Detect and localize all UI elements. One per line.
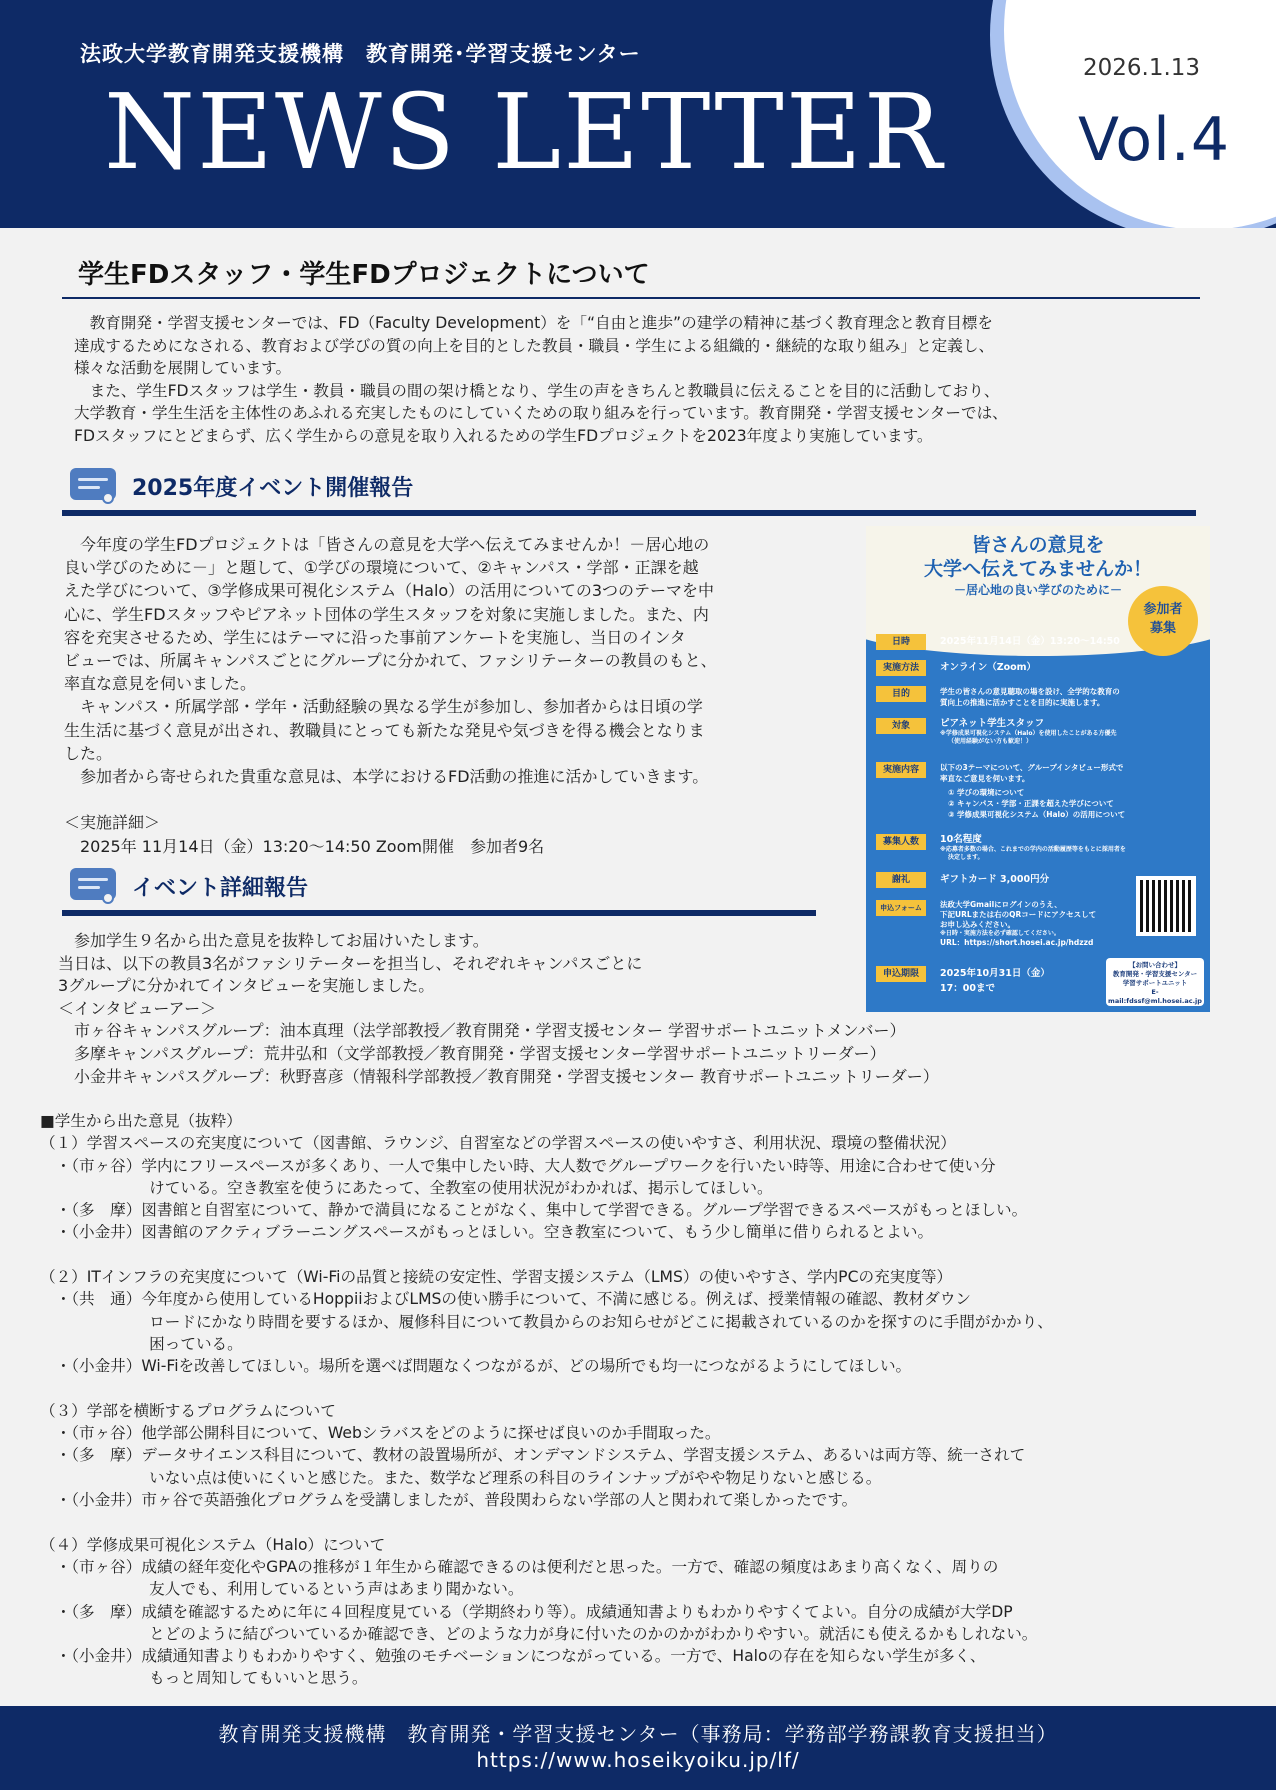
- footer-organization: 教育開発支援機構 教育開発・学習支援センター（事務局：学務部学務課教育支援担当）: [218, 1722, 1058, 1746]
- opinions-heading: ■学生から出た意見（抜粋）: [40, 1112, 242, 1130]
- poster-title-line1: 皆さんの意見を: [971, 534, 1105, 556]
- event-report-title: 2025年度イベント開催報告: [132, 475, 414, 501]
- detail-report-heading: [70, 866, 308, 906]
- intro-paragraph: 教育開発・学習支援センターでは、FD（Faculty Development）を「“自由と進歩”の建学の精神に基づく教育理念と教育目標を 達成するためになされる、教育および学びの質の向上を目的とした教員・職員・学生による組織的・継続的な取り組み」と定義し、 様々な活動を展開しています。 また、学生FDスタッフは学生・教員・職員の間の架け橋となり、学生の声をきちんと教職員に伝えることを目的に活動しており、 大学教育・学生生活を主体性のあふれる充実したものにしていくための取り組みを行っています。教育開発・学習支援センターでは、 FDスタッフにとどまらず、広く学生からの意見を取り入れるための学生FDプロジェクトを2023年度より実施しています。: [74, 314, 1008, 445]
- header-banner: [0, 0, 1276, 228]
- issue-date: 2026.1.13: [1083, 55, 1201, 81]
- footer-url-link[interactable]: https://www.hoseikyoiku.jp/lf/: [476, 1748, 800, 1772]
- detail-report-rule: [62, 910, 816, 916]
- event-report-rule: [62, 510, 1196, 516]
- footer: [0, 1706, 1276, 1790]
- opinions-section: ■学生から出た意見（抜粋） （１）学習スペースの充実度について（図書館、ラウンジ、自習室などの学習スペースの使いやすさ、利用状況、環境の整備状況） ・（市ヶ谷）学内にフリースペースが多くあり、一人で集中したい時、大人数でグループワークを行いたい時等、用途に合わせて使い分 けている。空き教室を使うにあたって、全教室の使用状況がわかれば、掲示してほしい。 ・（多 摩）図書館と自習室について、静かで満員になることがなく、集中して学習できる。グループ学習できるスペースがもっとほしい。 ・（小金井）図書館のアクティブラーニングスペースがもっとほしい。空き教室について、もう少し簡単に借りられるとよい。 （２）ITインフラの充実度について（Wi-Fiの品質と接続の安定性、学習支援システム（LMS）の使いやすさ、学内PCの充実度等） ・（共 通）今年度から使用しているHoppiiおよびLMSの使い勝手について、不満に感じる。例えば、授業情報の確認、教材ダウン ロードにかなり時間を要するほか、履修科目について教員からのお知らせがどこに掲載されているのかを探すのに手間がかかり、 困っている。 ・（小金井）Wi-Fiを改善してほしい。場所を選べば問題なくつながるが、どの場所でも均一につながるようにしてほしい。 （３）学部を横断するプログラムについて ・（市ヶ谷）他学部公開科目について、Webシラバスをどのように探せば良いのか手間取った。 ・（多 摩）データサイエンス科目について、教材の設置場所が、オンデマンドシステム、学習支援システム、あるいは両方等、統一されて いない点は使いにくいと感じた。また、数学など理系の科目のラインナップがやや物足りないと感じる。 ・（小金井）市ヶ谷で英語強化プログラムを受講しましたが、普段関わらない学部の人と関われて楽しかったです。 （４）学修成果可視化システム（Halo）について ・（市ヶ谷）成績の経年変化やGPAの推移が１年生から確認できるのは便利だと思った。一方で、確認の頻度はあまり高くなく、周りの 友人でも、利用しているという声はあまり聞かない。 ・（多 摩）成績を確認するために年に４回程度見ている（学期終わり等）。成績通知書よりもわかりやすくてよい。自分の成績が大学DP とどのように結びついているか確認でき、どのような力が身に付いたのかのかがわかりやすい。就活にも使えるかもしれない。 ・（小金井）成績通知書よりもわかりやすく、勉強のモチベーションにつながっている。一方で、Haloの存在を知らない学生が多く、 もっと周知してもいいと思う。: [40, 1112, 1053, 1688]
- section-title-rule: [62, 297, 1200, 299]
- poster-subtitle: －居心地の良い学びのために－: [953, 583, 1122, 597]
- event-report-heading: [70, 466, 413, 506]
- qr-code[interactable]: [1136, 876, 1196, 936]
- event-poster: 皆さんの意見を 大学へ伝えてみませんか！ －居心地の良い学びのために－ 参加者 募集 日時 2025年11月14日（金）13:20～14:50 実施方法 オンライン（Zoom） 目的 学生の皆さんの意見聴取の場を設け、全学的な教育の 質向上の推進に活かすことを目的に実施します。 対象 ピアネット学生スタッフ ※学修成果可視化システム（Halo）を使用したことがある方優先 （使用経験がない方も歓迎！） 実施内容 以下の3テーマについて、グループインタビュー形式で 率直なご意見を伺います。 ① 学びの環境について ② キャンパス・学部・正課を超えた学びについて ③ 学修成果可視化システム（Halo）の活用について 募集人数 10名程度 ※応募者多数の場合、これまでの学内の活動履歴等をもとに採用者を 決定します。 謝礼 ギフトカード 3,000円分 申込フォーム 法政大学Gmailにログインのうえ、 下記URLまたは右のQRコードにアクセスして お申し込みください。 ※日時・実施方法を必ず確認してください。 URL：https://short.hosei.ac.jp/hdzzd 申込期限 2025年10月31日（金） 17：00まで 【お問い合わせ】 教育開発・学習支援センター 学習サポートユニット E-mail:fdssf@ml.hosei.ac.jp: [866, 526, 1210, 1012]
- poster-badge: 参加者 募集: [1128, 586, 1198, 656]
- event-report-body: 今年度の学生FDプロジェクトは「皆さんの意見を大学へ伝えてみませんか！－居心地の 良い学びのために－」と題して、①学びの環境について、②キャンパス・学部・正課を越 えた学びについて、③学修成果可視化システム（Halo）の活用についての3つのテーマを中 心に、学生FDスタッフやピアネット団体の学生スタッフを対象に実施しました。また、内 容を充実させるため、学生にはテーマに沿った事前アンケートを実施し、当日のインタ ビューでは、所属キャンパスごとにグループに分かれて、ファシリテーターの教員のもと、 率直な意見を伺いました。 キャンパス・所属学部・学年・活動経験の異なる学生が参加し、参加者からは日頃の学 生生活に基づく意見が出され、教職員にとっても新たな発見や気づきを得る機会となりま した。 参加者から寄せられた貴重な意見は、本学におけるFD活動の推進に活かしていきます。 ＜実施詳細＞ 2025年 11月14日（金）13:20～14:50 Zoom開催 参加者9名: [64, 535, 717, 856]
- organization-name: 法政大学教育開発支援機構 教育開発･学習支援センター: [80, 42, 641, 66]
- poster-contact: 【お問い合わせ】 教育開発・学習支援センター 学習サポートユニット E-mail:fdssf@ml.hosei.ac.jp: [1106, 958, 1204, 1006]
- detail-report-title: イベント詳細報告: [132, 875, 309, 901]
- document-search-icon: [70, 466, 120, 506]
- issue-volume: Vol.4: [1078, 105, 1231, 175]
- newsletter-title: NEWS LETTER: [104, 71, 944, 193]
- document-search-icon: [70, 866, 120, 906]
- detail-report-body: 参加学生９名から出た意見を抜粋してお届けいたします。 当日は、以下の教員3名がファシリテーターを担当し、それぞれキャンパスごとに 3グループに分かれてインタビューを実施しました。 ＜インタビューアー＞ 市ヶ谷キャンパスグループ：油本真理（法学部教授／教育開発・学習支援センター 学習サポートユニットメンバー） 多摩キャンパスグループ：荒井弘和（文学部教授／教育開発・学習支援センター学習サポートユニットリーダー） 小金井キャンパスグループ：秋野喜彦（情報科学部教授／教育開発・学習支援センター 教育サポートユニットリーダー）: [58, 931, 939, 1086]
- section-title: 学生FDスタッフ・学生FDプロジェクトについて: [78, 260, 650, 290]
- poster-title-line2: 大学へ伝えてみませんか！: [923, 558, 1152, 580]
